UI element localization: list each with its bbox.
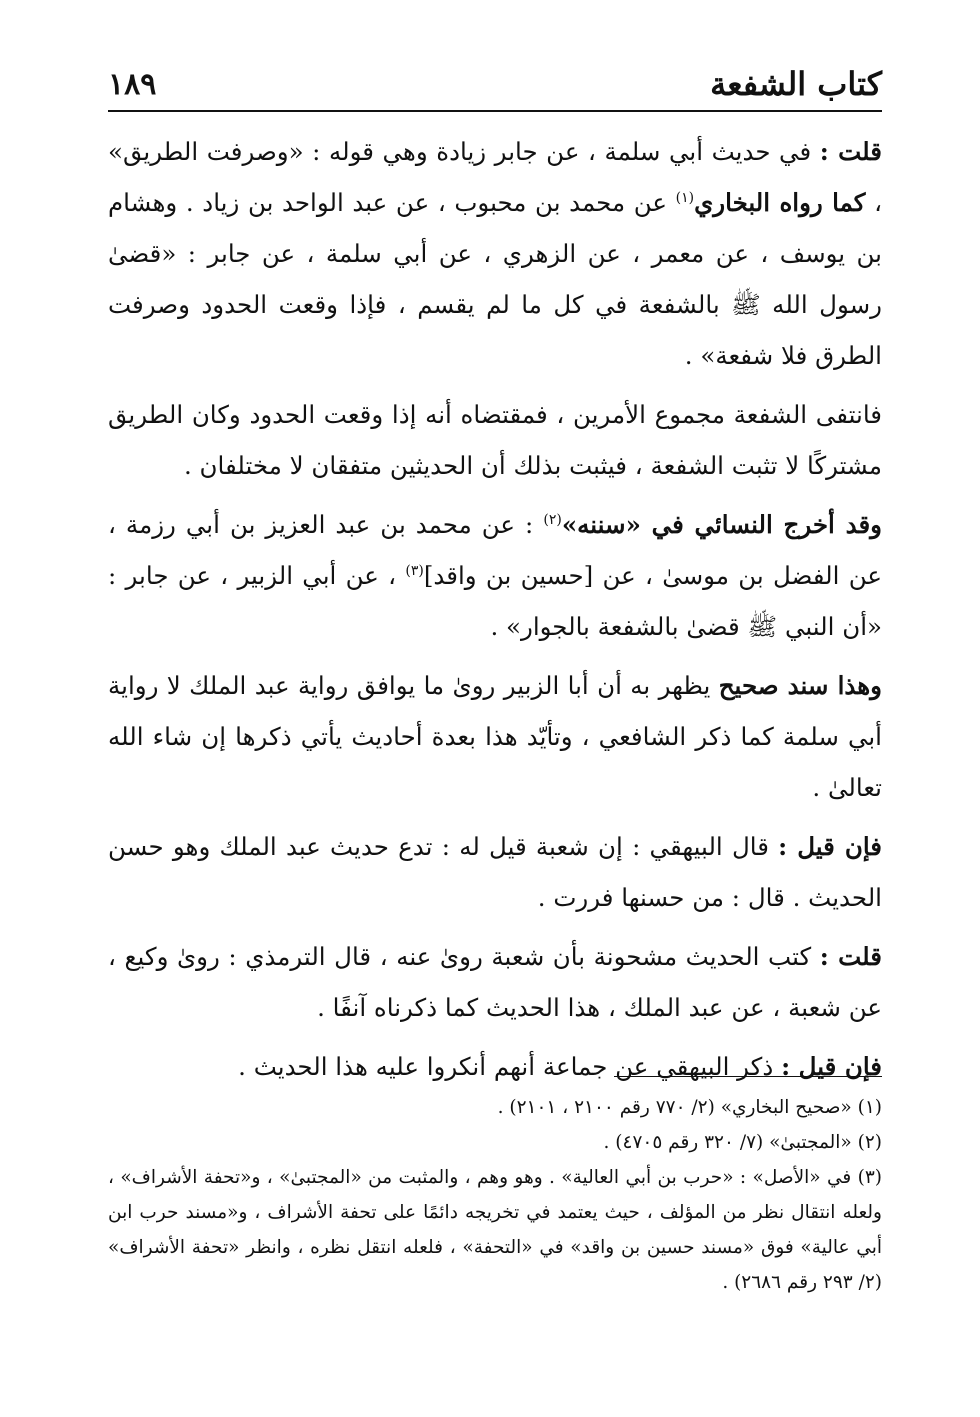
paragraph-text: في حديث أبي سلمة ، عن جابر زيادة وهي قوله : «وصرفت الطريق» ، (108, 137, 882, 217)
paragraph-lead: وهذا سند صحيح (718, 671, 882, 700)
chapter-title: كتاب الشفعة (710, 65, 882, 103)
paragraph-3 (108, 499, 882, 652)
paragraph-lead: وقد أخرج النسائي في «سننه» (561, 510, 882, 539)
footnote-1: (١) «صحيح البخاري» (٢/ ٧٧٠ رقم ٢١٠٠ ، ٢١٠١) . (497, 1097, 882, 1118)
footnote-separator (614, 1076, 882, 1077)
paragraph-6 (108, 931, 882, 1033)
paragraph-lead: قلت : (819, 942, 882, 971)
paragraph-text: ذكر البيهقي عن جماعة أنهم أنكروا عليه هذا الحديث . (238, 1052, 782, 1081)
paragraph-text: يظهر به أن أبا الزبير روىٰ ما يوافق رواية عبد الملك لا رواية أبي سلمة كما ذكر الشافعي ، وتأيّد هذا بعدة أحاديث يأتي ذكرها إن شاء الله تعالىٰ . (108, 671, 882, 802)
paragraph-text: عن محمد بن محبوب ، عن عبد الواحد بن زياد . وهشام بن يوسف ، عن معمر ، عن الزهري ، عن أبي سلمة ، عن جابر : «قضىٰ رسول الله ﷺ بالشفعة في كل ما لم يقسم ، فإذا وقعت الحدود وصرفت الطرق فلا شفعة» . (108, 188, 882, 370)
paragraph-lead: فإن قيل : (778, 832, 882, 861)
footnote-3: (٣) في «الأصل» : «حرب بن أبي العالية» . وهو وهم ، والمثبت من «المجتبىٰ» ، و«تحفة الأشراف» ، ولعله انتقال نظر من المؤلف ، حيث يعتمد في تخريجه دائمًا على تحفة الأشراف ، و«مسند حرب ابن أبي عالية» فوق «مسند حسين بن واقد» في «التحفة» ، فلعله انتقل نظره ، وانظر «تحفة الأشراف» (٢/ ٢٩٣ رقم ٢٦٨٦) . (108, 1167, 882, 1293)
footnote-marker: (٣) (405, 562, 424, 579)
paragraph-4 (108, 660, 882, 813)
paragraph-2 (108, 389, 882, 491)
paragraph-lead: قلت : (819, 137, 882, 166)
paragraph-bold-phrase: كما رواه البخاري (694, 188, 866, 217)
page-header (108, 58, 882, 112)
footnote-marker: (١) (675, 189, 695, 206)
paragraph-text: ، عن أبي الزبير ، عن جابر : «أن النبي ﷺ قضىٰ بالشفعة بالجوار» . (108, 561, 882, 641)
page-number: ١٨٩ (108, 66, 157, 102)
paragraph-5 (108, 821, 882, 923)
footnote-2: (٢) «المجتبىٰ» (٧/ ٣٢٠ رقم ٤٧٠٥) . (603, 1132, 882, 1153)
footnotes (108, 1090, 882, 1300)
paragraph-text: : عن محمد بن عبد العزيز بن أبي رزمة ، عن الفضل بن موسىٰ ، عن [حسين بن واقد] (108, 510, 882, 590)
paragraph-lead: فإن قيل : (781, 1052, 882, 1081)
paragraph-text: فانتفى الشفعة مجموع الأمرين ، فمقتضاه أنه إذا وقعت الحدود وكان الطريق مشتركًا لا تثبت الشفعة ، فيثبت بذلك أن الحديثين متفقان لا مختلفان . (108, 400, 882, 480)
paragraph-7 (108, 1041, 882, 1092)
main-text (108, 126, 882, 1100)
footnote-marker: (٢) (543, 511, 562, 528)
paragraph-1 (108, 126, 882, 381)
paragraph-text: كتب الحديث مشحونة بأن شعبة روىٰ عنه ، قال الترمذي : روىٰ وكيع ، عن شعبة ، عن عبد الملك ، هذا الحديث كما ذكرناه آنفًا . (108, 942, 882, 1022)
paragraph-text: قال البيهقي : إن شعبة قيل له : تدع حديث عبد الملك وهو حسن الحديث . قال : من حسنها فررت . (108, 832, 882, 912)
